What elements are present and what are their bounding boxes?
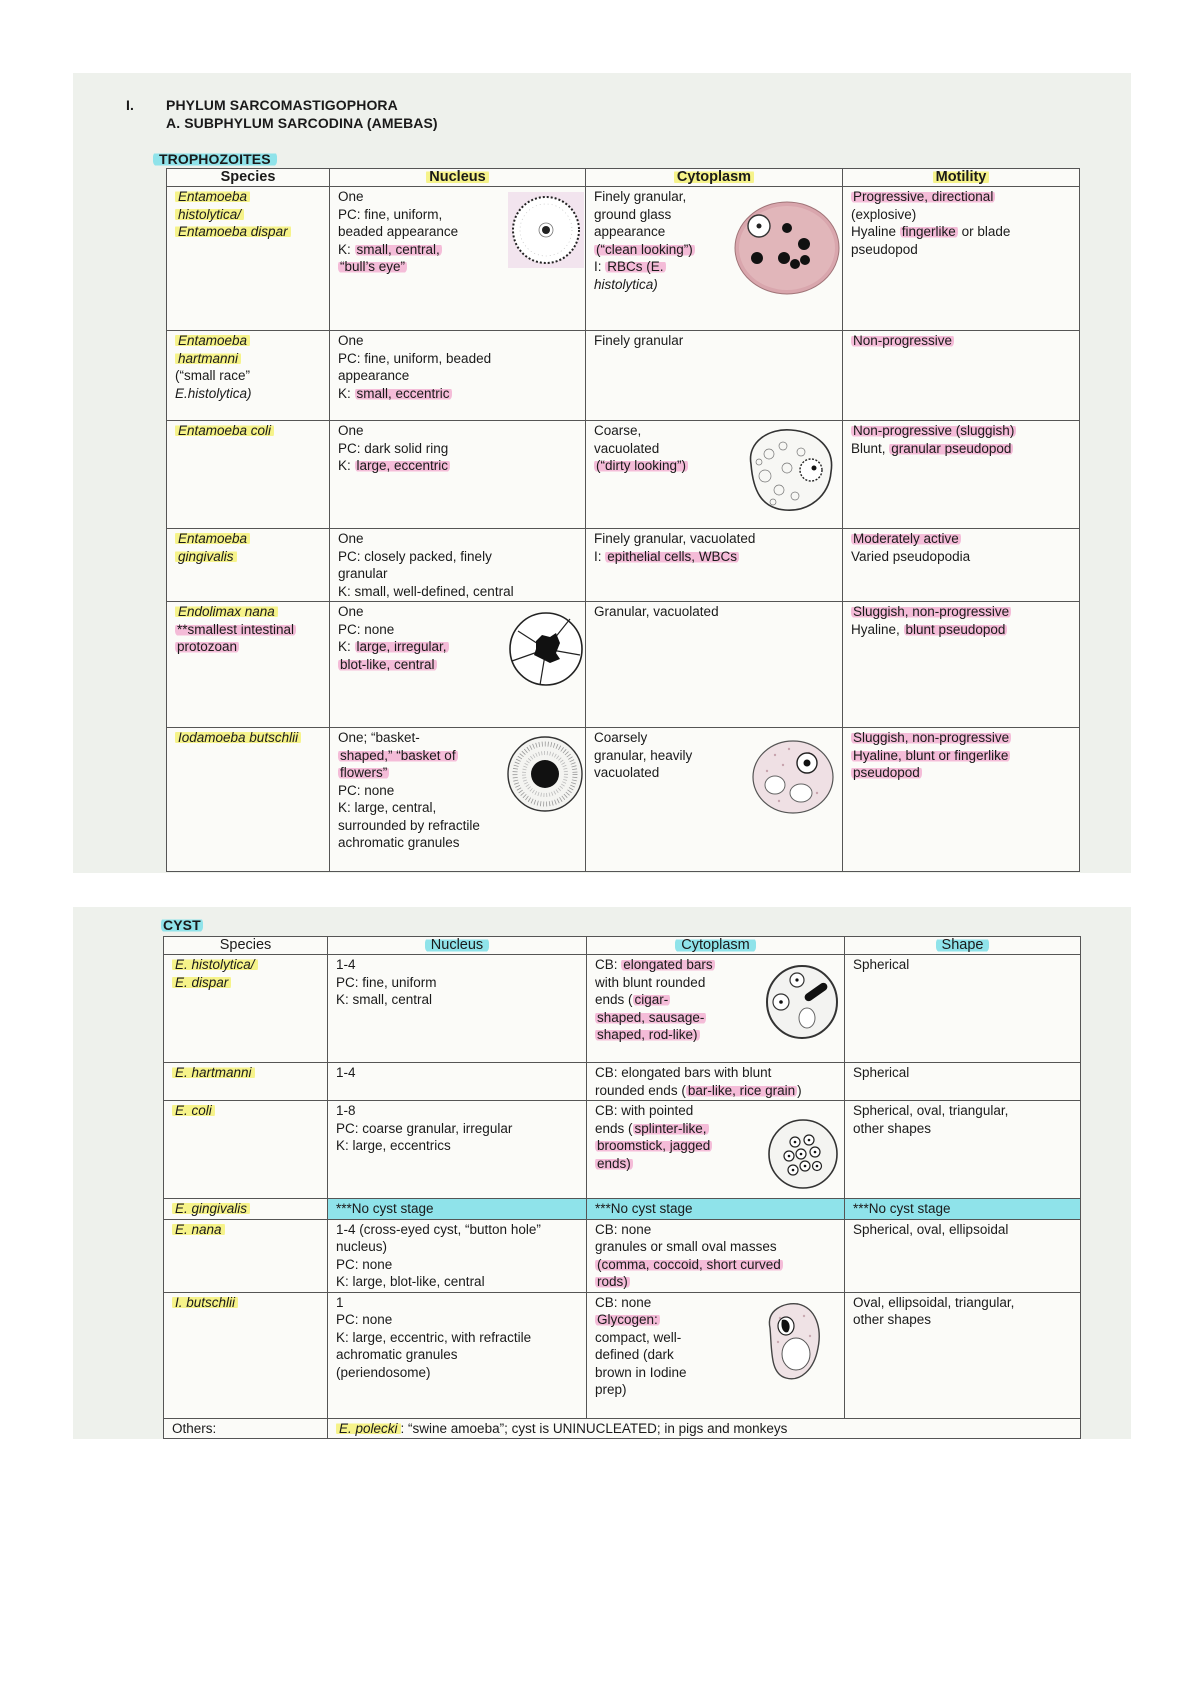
shape-cell: Oval, ellipsoidal, triangular, other shapes [845,1292,1081,1418]
cytoplasm-cell: Finely granular, vacuolated I: epithelial cells, WBCs [586,529,843,602]
nucleus-cell: One PC: fine, uniform, beaded appearance K: small, central, “bull’s eye” [330,187,586,331]
column-header-cytoplasm: Cytoplasm [587,937,845,955]
motility-cell: Moderately active Varied pseudopodia [843,529,1080,602]
shape-cell: Spherical [845,1063,1081,1101]
table-row [164,955,1081,1063]
species-cell: Entamoeba coli [167,421,330,529]
species-cell: E. gingivalis [164,1199,328,1220]
species-cell: E. coli [164,1101,328,1199]
trophozoites-title [153,151,277,167]
nucleus-cell: 1-4 [328,1063,587,1101]
nucleus-cell: 1-4 PC: fine, uniform K: small, central [328,955,587,1063]
species-cell: Iodamoeba butschlii [167,728,330,872]
nucleus-cell: 1-4 (cross-eyed cyst, “button hole” nucleus) PC: none K: large, blot-like, central [328,1219,587,1292]
trophozoites-table [166,168,1080,872]
motility-cell: Sluggish, non-progressive Hyaline, blunt pseudopod [843,602,1080,728]
cytoplasm-cell: CB: elongated bars with blunt rounded ends ( cigar- shaped, sausage- shaped, rod-like) [587,955,845,1063]
cyst-panel [73,907,1131,1439]
table-row [167,187,1080,331]
shape-cell: ***No cyst stage [845,1199,1081,1220]
column-header-species: Species [167,169,330,187]
cyst-title [161,917,203,933]
species-cell: Endolimax nana **smallest intestinal protozoan [167,602,330,728]
subphylum-heading: A. SUBPHYLUM SARCODINA (AMEBAS) [166,115,438,131]
nucleus-cell: ***No cyst stage [328,1199,587,1220]
motility-cell: Non-progressive (sluggish) Blunt, granular pseudopod [843,421,1080,529]
column-header-species: Species [164,937,328,955]
table-row [167,602,1080,728]
iodamoeba-trophozoite-icon [749,735,839,819]
table-row [167,728,1080,872]
species-cell: I. butschlii [164,1292,328,1418]
others-species: E. polecki [336,1421,401,1436]
coli-cyst-icon [765,1116,841,1192]
column-header-shape: Shape [845,937,1081,955]
others-text [328,1418,1081,1439]
motility-cell: Progressive, directional (explosive) Hyaline fingerlike or blade pseudopod [843,187,1080,331]
cytoplasm-cell: Granular, vacuolated [586,602,843,728]
cyst-title-text: CYST [163,917,201,933]
cytoplasm-cell: CB: with pointed ends ( splinter-like, broomstick, jagged ends) [587,1101,845,1199]
cytoplasm-cell: CB: elongated bars with blunt rounded ends ( bar-like, rice grain ) [587,1063,845,1101]
nucleus-cell: One PC: fine, uniform, beaded appearance K: small, eccentric [330,331,586,421]
column-header-motility: Motility [843,169,1080,187]
table-row [164,1199,1081,1220]
shape-cell: Spherical, oval, ellipsoidal [845,1219,1081,1292]
trophozoite-rbc-icon [729,196,841,296]
motility-cell: Non-progressive [843,331,1080,421]
column-header-cytoplasm: Cytoplasm [586,169,843,187]
table-row [167,529,1080,602]
cytoplasm-cell: Finely granular [586,331,843,421]
table-row [164,1101,1081,1199]
nucleus-cell: One PC: dark solid ring K: large, eccentric [330,421,586,529]
table-row [167,421,1080,529]
others-description: : “swine amoeba”; cyst is UNINUCLEATED; in pigs and monkeys [400,1420,788,1436]
nucleus-cell: 1 PC: none K: large, eccentric, with refractile achromatic granules (periendosome) [328,1292,587,1418]
shape-cell: Spherical, oval, triangular, other shapes [845,1101,1081,1199]
cytoplasm-cell: CB: none granules or small oval masses (comma, coccoid, short curved rods) [587,1219,845,1292]
column-header-nucleus: Nucleus [328,937,587,955]
table-row [164,1292,1081,1418]
nucleus-cell: One PC: closely packed, finely granular K: small, well-defined, central [330,529,586,602]
others-label: Others: [164,1418,328,1439]
roman-numeral: I. [126,97,134,113]
shape-cell: Spherical [845,955,1081,1063]
trophozoites-panel [73,73,1131,873]
nucleus-cell: 1-8 PC: coarse granular, irregular K: large, eccentrics [328,1101,587,1199]
others-row [164,1418,1081,1439]
iodamoeba-cyst-icon [760,1298,826,1384]
species-cell: E. histolytica/ E. dispar [164,955,328,1063]
cytoplasm-cell: ***No cyst stage [587,1199,845,1220]
species-cell: Entamoeba gingivalis [167,529,330,602]
table-header-row [167,169,1080,187]
trophozoites-title-text: TROPHOZOITES [153,151,277,167]
table-row [164,1219,1081,1292]
cytoplasm-cell: Coarse, vacuolated (“dirty looking”) [586,421,843,529]
motility-cell: Sluggish, non-progressive Hyaline, blunt or fingerlike pseudopod [843,728,1080,872]
nucleus-cell: One; “basket- shaped,” “basket of flowers” PC: none K: large, central, surrounded by refractile achromatic granules [330,728,586,872]
species-cell: Entamoeba hartmanni (“small race” E.histolytica) [167,331,330,421]
phylum-heading: PHYLUM SARCOMASTIGOPHORA [166,97,398,113]
nucleus-ring-icon [508,192,584,268]
table-header-row [164,937,1081,955]
iodamoeba-nucleus-icon [504,733,586,815]
cytoplasm-cell: CB: none Glycogen: compact, well- defined (dark brown in Iodine prep) [587,1292,845,1418]
histolytica-cyst-icon [763,962,841,1042]
cytoplasm-cell: Finely granular, ground glass appearance (“clean looking”) I: RBCs (E. histolytica) [586,187,843,331]
species-cell: Entamoeba histolytica/ Entamoeba dispar [167,187,330,331]
table-row [164,1063,1081,1101]
nucleus-cell: One PC: none K: large, irregular, blot-like, central [330,602,586,728]
cytoplasm-cell: Coarsely granular, heavily vacuolated [586,728,843,872]
cyst-table [163,936,1081,1439]
endolimax-nucleus-icon [506,609,586,689]
column-header-nucleus: Nucleus [330,169,586,187]
coli-trophozoite-icon [739,424,839,516]
species-cell: E. hartmanni [164,1063,328,1101]
species-cell: E. nana [164,1219,328,1292]
table-row [167,331,1080,421]
